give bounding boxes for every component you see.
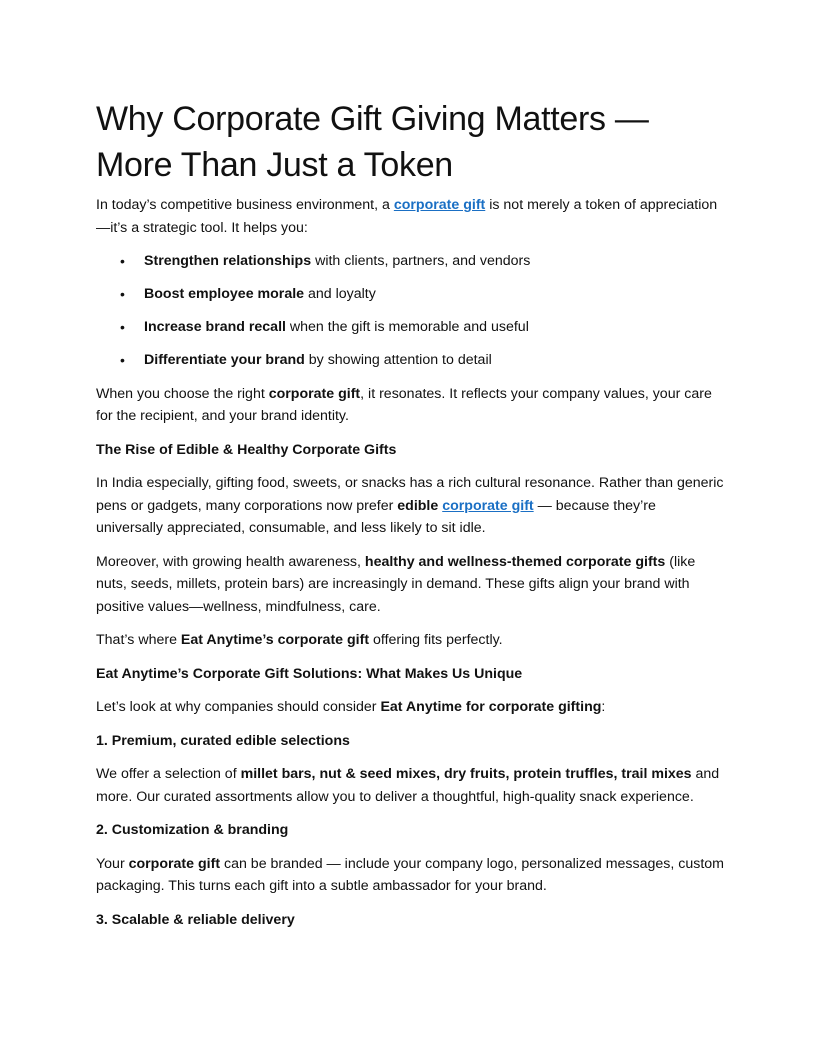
list-item <box>120 316 726 339</box>
text-run: That’s where <box>96 632 181 648</box>
section-heading-solutions: Eat Anytime’s Corporate Gift Solutions: What Makes Us Unique <box>96 665 523 682</box>
text-run: : <box>601 699 606 715</box>
text-run: (like nuts, seeds, millets, protein bars) are increasingly in demand. These gifts align your brand with positive values—wellness, mindfulness, care. <box>96 553 696 615</box>
list-item <box>120 349 726 372</box>
bold-run: healthy and wellness-themed corporate gifts <box>364 553 666 570</box>
text-run: — because they’re universally appreciated, consumable, and less likely to sit idle. <box>96 497 656 536</box>
text-run: and more. Our curated assortments allow you to deliver a thoughtful, high-quality snack experience. <box>96 766 720 805</box>
customization-paragraph <box>96 853 726 898</box>
section-heading-1: 1. Premium, curated edible selections <box>96 732 350 749</box>
offer-paragraph <box>96 763 726 808</box>
text-run: can be branded — include your company logo, personalized messages, custom packaging. This turns each gift into a subtle ambassador for your brand. <box>96 855 724 894</box>
list-item-bold: Boost employee morale <box>144 286 305 302</box>
where-paragraph <box>96 629 726 652</box>
section-heading-3: 3. Scalable & reliable delivery <box>96 911 295 928</box>
text-run: Let’s look at why companies should consider <box>96 699 381 715</box>
bullet-icon: • <box>120 253 125 269</box>
corporate-gift-link-2[interactable]: corporate gift <box>442 497 534 514</box>
list-item-text: when the gift is memorable and useful <box>285 319 529 335</box>
section-heading-2: 2. Customization & branding <box>96 822 289 838</box>
list-item-bold: Strengthen relationships <box>144 253 312 269</box>
bullet-icon: • <box>120 319 125 335</box>
health-paragraph <box>96 551 726 619</box>
bold-run: corporate gift <box>128 855 221 872</box>
bullet-icon: • <box>120 352 125 368</box>
document-page <box>96 96 726 942</box>
intro-text-post: is not merely a token of appreciation—it’s a strategic tool. It helps you: <box>96 197 718 236</box>
bold-run: Eat Anytime for corporate gifting <box>380 699 602 715</box>
bold-run: edible <box>397 497 439 514</box>
list-item-bold: Increase brand recall <box>144 319 286 335</box>
text-run: We offer a selection of <box>96 766 241 782</box>
benefits-list <box>96 250 726 372</box>
bold-run: corporate gift <box>268 385 361 402</box>
text-run: In India especially, gifting food, sweets, or snacks has a rich cultural resonance. Rather than generic pens or gadgets, many corporations now prefer <box>96 475 724 514</box>
india-paragraph <box>96 472 726 540</box>
intro-text-pre: In today’s competitive business environment, a <box>96 197 394 213</box>
list-item <box>120 250 726 273</box>
list-item <box>120 283 726 306</box>
text-run: When you choose the right <box>96 385 269 402</box>
corporate-gift-link[interactable]: corporate gift <box>393 197 486 213</box>
text-run: Moreover, with growing health awareness, <box>96 553 365 570</box>
lets-look-paragraph <box>96 696 726 719</box>
bullet-icon: • <box>120 286 125 302</box>
bold-run: millet bars, nut & seed mixes, dry fruits, protein truffles, trail mixes <box>240 766 692 782</box>
bold-run: Eat Anytime’s corporate gift <box>180 632 370 648</box>
section-heading-rise: The Rise of Edible & Healthy Corporate Gifts <box>96 441 397 458</box>
intro-paragraph <box>96 194 726 239</box>
list-item-text: with clients, partners, and vendors <box>311 253 531 269</box>
page-title: Why Corporate Gift Giving Matters — More Than Just a Token <box>96 100 649 184</box>
right-gift-paragraph <box>96 383 726 428</box>
text-run: Your <box>96 855 129 872</box>
text-run: offering fits perfectly. <box>369 632 503 648</box>
list-item-text: and loyalty <box>304 286 376 302</box>
list-item-text: by showing attention to detail <box>304 352 492 368</box>
list-item-bold: Differentiate your brand <box>144 352 305 368</box>
text-run: , it resonates. It reflects your company values, your care for the recipient, and your brand identity. <box>96 385 712 424</box>
